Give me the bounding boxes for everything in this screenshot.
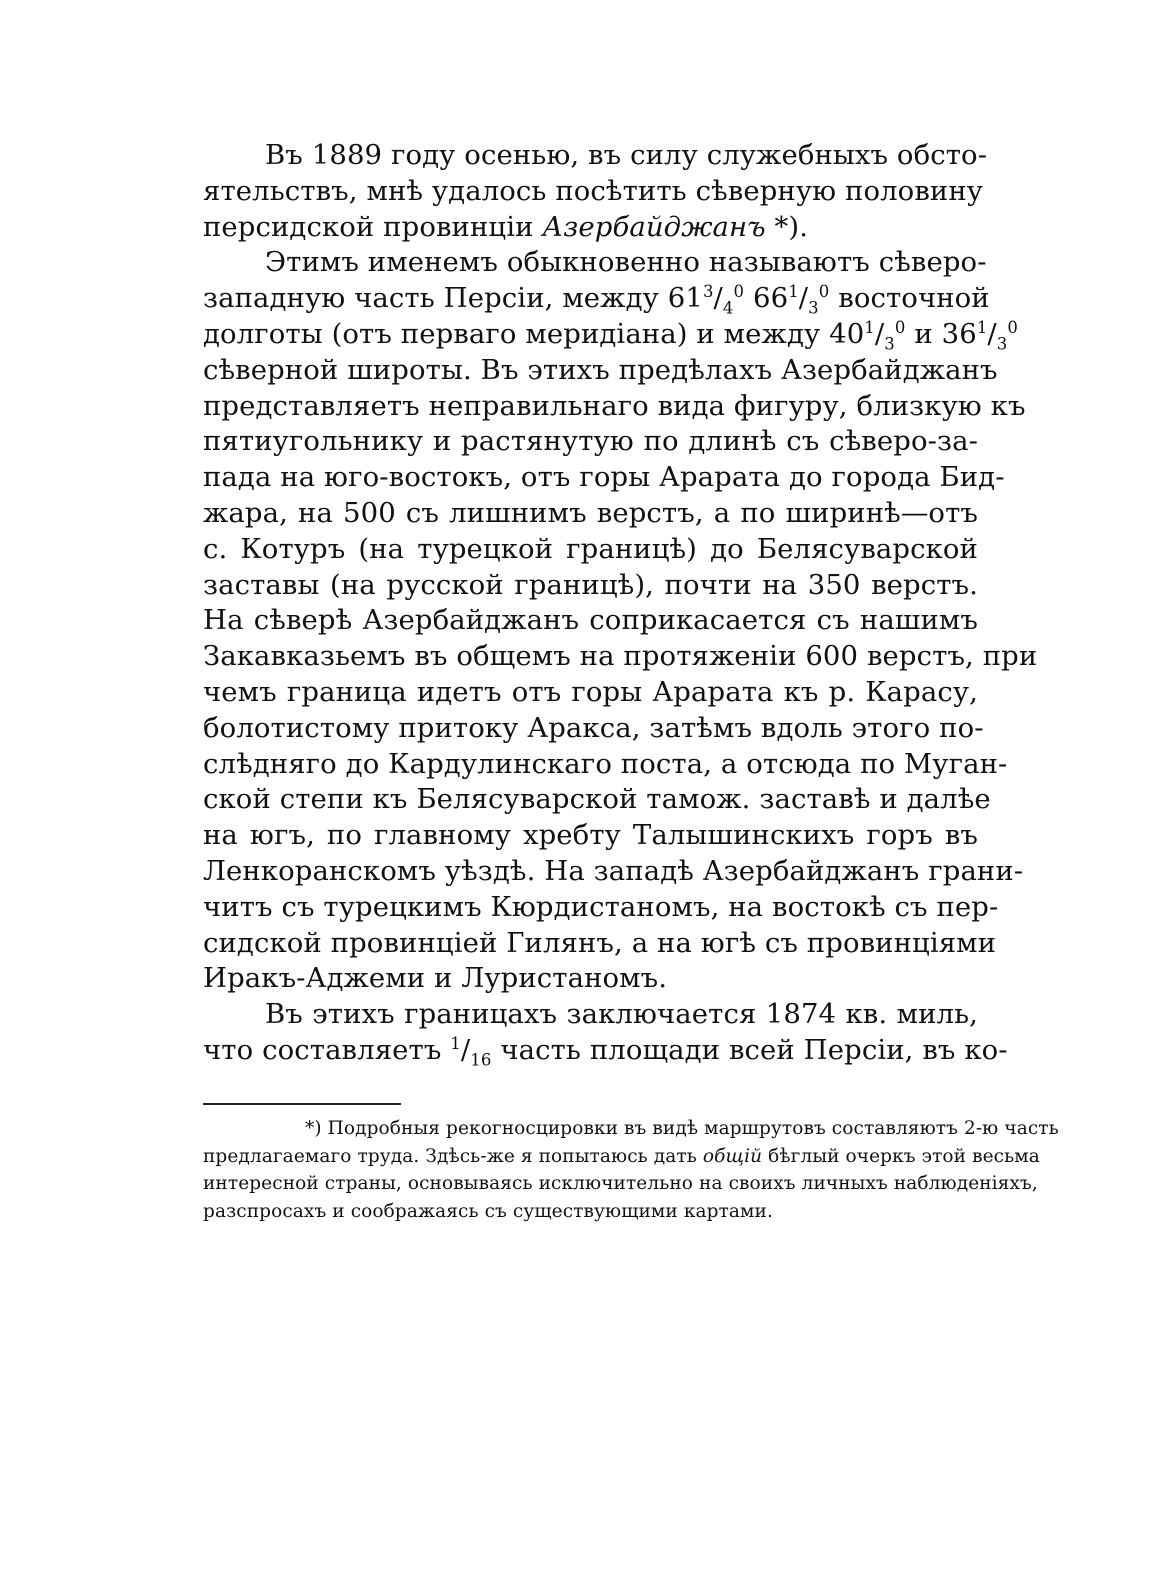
footnote [203,1115,1059,1225]
text-line: чемъ граница идетъ отъ горы Арарата къ р. Карасу, [203,675,978,708]
footnote-line [203,1143,1040,1171]
fraction-denominator: 3 [996,334,1008,354]
text-line: болотистому притоку Аракса, затѣмъ вдоль этого по- [203,711,984,744]
fraction-denominator: 3 [808,298,819,318]
text-line: На сѣверѣ Азербайджанъ соприкасается съ нашимъ [203,604,978,637]
footnote-line: разспросахъ и соображаясь съ существующими картами. [203,1200,773,1222]
italic-term: общій [702,1145,763,1167]
text-line: Ленкоранскомъ уѣздѣ. На западѣ Азербайджанъ грани- [203,854,1024,887]
degree-mark: 0 [818,282,830,302]
footnote-divider [203,1103,401,1105]
text-line: пада на юго-востокъ, отъ горы Арарата до города Бид- [203,461,1005,494]
text-line [203,317,1019,354]
text-line: читъ съ турецкимъ Кюрдистаномъ, на востокѣ съ пер- [203,890,999,923]
text-fragment: что составляетъ [203,1033,451,1066]
text-line: пятиугольнику и растянутую по длинѣ съ сѣверо-за- [203,425,978,458]
degree-mark: 0 [733,282,745,302]
text-line: с. Котуръ (на турецкой границѣ) до Белясуварской [203,532,978,565]
text-line [203,281,990,318]
text-line: заставы (на русской границѣ), почти на 350 верстъ. [203,568,978,601]
fraction-slash: / [460,1033,471,1066]
text-line: Въ этихъ границахъ заключается 1874 кв. миль, [265,998,978,1031]
text-line: сѣверной широты. Въ этихъ предѣлахъ Азербайджанъ [203,353,998,386]
text-fragment: бѣглый очеркъ этой весьма [762,1145,1040,1167]
fraction-numerator: 1 [864,317,875,337]
text-fragment: восточной [829,282,990,315]
footnote-mark: *). [765,210,809,243]
text-line [203,210,978,246]
fraction-denominator: 3 [884,334,895,354]
text-fragment: 66 [744,282,789,315]
fraction-slash: / [798,282,809,315]
text-line: Этимъ именемъ обыкновенно называютъ сѣверо- [265,246,987,279]
text-line: Закавказьемъ въ общемъ на протяженіи 600 верстъ, при [203,640,1038,673]
page-body [203,138,1038,1070]
footnote-line: интересной страны, основываясь исключительно на своихъ личныхъ наблюденіяхъ, [203,1173,1038,1194]
text-fragment: предлагаемаго труда. Здѣсь-же я попытаюсь дать [203,1145,703,1167]
fraction-numerator: 1 [450,1033,461,1053]
footnote-line: *) Подробныя рекогносцировки въ видѣ маршрутовъ составляютъ 2-ю часть [305,1118,1059,1139]
text-line [203,1033,1008,1070]
degree-mark: 0 [1007,317,1019,337]
fraction-slash: / [874,317,885,350]
text-line: сидской провинціей Гилянъ, а на югѣ съ провинціями [203,926,997,959]
text-line: Иракъ-Аджеми и Луристаномъ. [203,962,668,995]
text-line: на югъ, по главному хребту Талышинскихъ горъ въ [203,819,978,852]
text-line: слѣдняго до Кардулинскаго поста, а отсюда по Муган- [203,747,1008,780]
text-line: ятельствъ, мнѣ удалось посѣтить сѣверную половину [203,174,984,207]
fraction-slash: / [987,317,997,350]
fraction-numerator: 1 [788,282,799,302]
text-fragment: западную часть Персіи, между 61 [203,282,703,315]
text-line: ской степи къ Белясуварской тамож. заставѣ и далѣе [203,783,991,816]
fraction-numerator: 1 [976,317,988,337]
text-line: Въ 1889 году осенью, въ силу служебныхъ обсто- [265,139,988,171]
text-fragment: часть площади всей Персіи, въ ко- [491,1033,1008,1066]
text-line: представляетъ неправильнаго вида фигуру, близкую къ [203,389,1026,422]
text-line: жара, на 500 съ лишнимъ верстъ, а по ширинѣ—отъ [203,496,978,529]
fraction-slash: / [713,282,723,315]
degree-mark: 0 [894,317,906,337]
fraction-denominator: 4 [722,298,734,318]
fraction-numerator: 3 [702,282,714,302]
fraction-denominator: 16 [470,1050,492,1070]
text-fragment: и 36 [905,317,977,350]
italic-term: Азербайджанъ [542,210,766,243]
text-fragment: долготы (отъ перваго меридіана) и между 40 [203,317,865,350]
text-fragment: персидской провинціи [203,210,543,243]
